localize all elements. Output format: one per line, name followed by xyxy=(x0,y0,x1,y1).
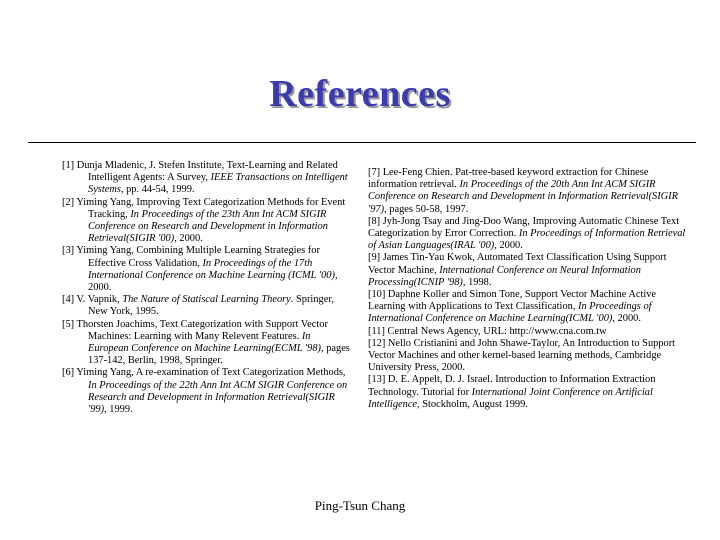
reference-item: [5] Thorsten Joachims, Text Categorization with Support Vector Machines: Learning with Many Relevent Features. In European Conference on Machine Learning(ECML '98), pages 137-142, Berlin, 1998, Springer. xyxy=(62,318,350,367)
reference-item: [3] Yiming Yang, Combining Multiple Learning Strategies for Effective Cross Validation, In Proceedings of the 17th International Conference on Machine Learning (ICML '00), 2000. xyxy=(62,245,338,294)
reference-item: [10] Daphne Koller and Simon Tone, Support Vector Machine Active Learning with Applications to Text Classification, In Proceedings of International Conference on Machine Learning(ICML '00), 2000. xyxy=(368,289,657,325)
footer-author: Ping-Tsun Chang xyxy=(314,498,406,513)
references-left-column xyxy=(62,160,352,416)
references-right-column xyxy=(368,167,690,411)
reference-item: [1] Dunja Mladenic, J. Stefen Institute, Text-Learning and Related Intelligent Agents: A Survey, IEEE Transactions on Intelligent Systems, pp. 44-54, 1999. xyxy=(62,160,348,196)
reference-item: [4] V. Vapnik, The Nature of Statiscal Learning Theory. Springer, New York, 1995. xyxy=(62,294,334,318)
reference-item: [7] Lee-Feng Chien. Pat-tree-based keyword extraction for Chinese information retrieval. In Proceedings of the 20th Ann Int ACM SIGIR Conference on Research and Development in Information Retrieval(SIGIR '97), pages 50-58, 1997. xyxy=(368,167,678,215)
reference-item: [6] Yiming Yang, A re-examination of Text Categorization Methods, In Proceedings of the 22th Ann Int ACM SIGIR Conference on Research and Development in Information Retrieval(SIGIR '99), 1999. xyxy=(62,367,348,416)
reference-item: [12] Nello Cristianini and John Shawe-Taylor, An Introduction to Support Vector Machines and other kernel-based learning methods, Cambridge University Press, 2000. xyxy=(368,337,676,374)
reference-item: [2] Yiming Yang, Improving Text Categorization Methods for Event Tracking, In Proceedings of the 23th Ann Int ACM SIGIR Conference on Research and Development in Information Retrieval(SIGIR '00), 2000. xyxy=(62,196,346,245)
reference-item: [8] Jyh-Jong Tsay and Jing-Doo Wang, Improving Automatic Chinese Text Categorization by Error Correction. In Proceedings of Information Retrieval of Asian Languages(IRAL '00), 2000. xyxy=(368,215,686,252)
reference-item: [11] Central News Agency, URL: http://www.cna.com.tw xyxy=(368,325,607,337)
reference-item: [9] James Tin-Yau Kwok, Automated Text Classification Using Support Vector Machine, International Conference on Neural Information Processing(ICNIP '98), 1998. xyxy=(368,252,667,288)
page-title: References xyxy=(269,73,451,115)
title-divider xyxy=(28,142,696,143)
reference-item: [13] D. E. Appelt, D. J. Israel. Introduction to Information Extraction Technology. Tutorial for International Joint Conference on Artificial Intelligence, Stockholm, August 1999. xyxy=(368,374,656,410)
